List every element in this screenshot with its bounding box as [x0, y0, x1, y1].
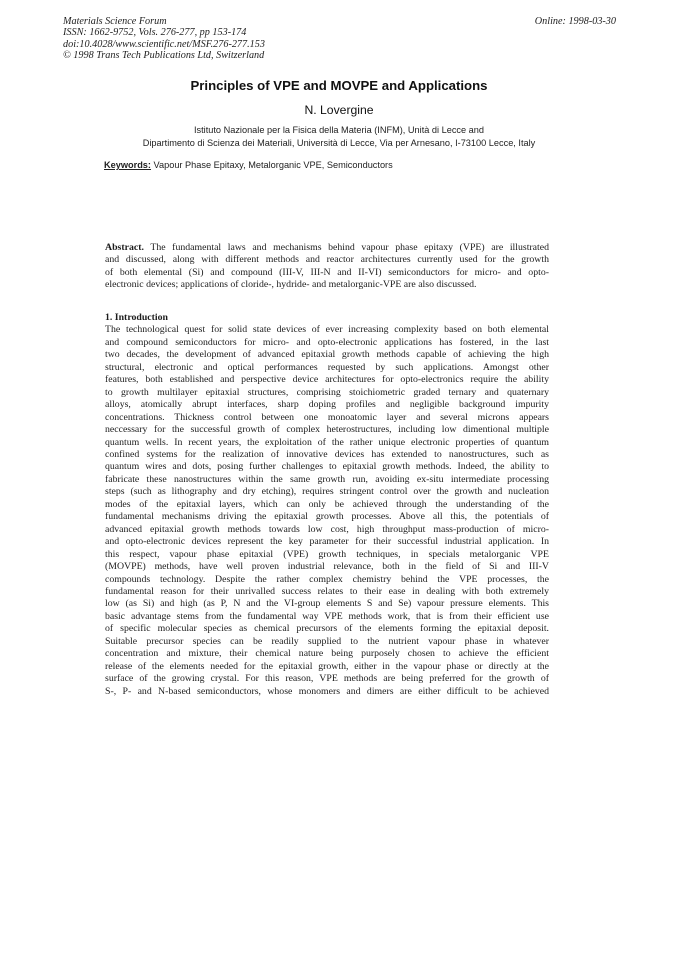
- abstract-line: and discussed, along with different methods and reactor architectures currently used for the growth: [105, 254, 549, 266]
- introduction-section: [105, 312, 549, 698]
- issn-line: ISSN: 1662-9752, Vols. 276-277, pp 153-174: [63, 27, 247, 39]
- body-line: fundamental reason for their unrivalled success relates to their ease in dealing with both extremely: [105, 585, 549, 597]
- body-line: this respect, vapour phase epitaxial (VPE) growth techniques, in specials metalorganic VPE: [105, 548, 549, 560]
- keywords-text: Vapour Phase Epitaxy, Metalorganic VPE, Semiconductors: [153, 160, 393, 170]
- journal-name: Materials Science Forum: [63, 16, 167, 27]
- body-line: quantum wells. In recent years, the exploitation of the rather unique electronic properties of quantum: [105, 436, 549, 448]
- body-line: Suitable precursor species can be readily supplied to the nutrient vapour phase in whatever: [105, 635, 549, 647]
- body-line: (MOVPE) methods, have well proven industrial relevance, both in the field of Si and III-V: [105, 561, 549, 573]
- keywords: [104, 160, 393, 170]
- body-line: confined systems for the realization of innovative devices has extended to nanostructures, such as: [105, 448, 549, 460]
- body-line: concentration and mixture, their chemical nature being purposely chosen to achieve the efficient: [105, 648, 549, 660]
- abstract-line: of both elemental (Si) and compound (III-V, III-N and II-VI) semiconductors for micro- and opto-: [105, 266, 549, 278]
- affiliation-line: Dipartimento di Scienza dei Materiali, Università di Lecce, Via per Arnesano, I-73100 Lecce, Italy: [142, 137, 536, 148]
- body-line: basic advantage stems from the fundamental way VPE methods work, that is from their efficient use: [105, 610, 549, 622]
- keywords-label: Keywords:: [104, 160, 151, 170]
- abstract-line: electronic devices; applications of cloride-, hydride- and metalorganic-VPE are also discussed.: [105, 279, 477, 291]
- abstract: [105, 242, 549, 292]
- copyright-line: © 1998 Trans Tech Publications Ltd, Switzerland: [63, 50, 265, 62]
- body-line: neccessary for the successful growth of complex heterostructures, including low dimentional multiple: [105, 424, 549, 436]
- body-line: S-, P- and N-based semiconductors, whose monomers and dimers are either difficult to be achieved: [105, 685, 549, 697]
- body-line: fundamental mechanisms driving the epitaxial growth processes. Above all this, the potentials of: [105, 511, 549, 523]
- paper-title: Principles of VPE and MOVPE and Applications: [190, 78, 488, 93]
- body-line: two decades, the development of advanced epitaxial growth methods capable of achieving the high: [105, 349, 549, 361]
- body-line: alloys, atomically abrupt interfaces, sharp doping profiles and negligible background impurity: [105, 399, 549, 411]
- abstract-label: Abstract.: [105, 242, 144, 253]
- body-line: modes of the epitaxial layers, which can only be achieved through the understanding of the: [105, 498, 549, 510]
- body-line: fabricate these nanostructures within the same growth run, avoiding ex-situ intermediate processing: [105, 473, 549, 485]
- body-line: The technological quest for solid state devices of ever increasing complexity based on both elemental: [105, 324, 549, 336]
- affiliation-line: Istituto Nazionale per la Fisica della Materia (INFM), Unità di Lecce and: [193, 125, 485, 135]
- affiliation: [0, 124, 678, 149]
- body-line: and opto-electronic devices represent the key parameter for their successful industrial application. In: [105, 536, 549, 548]
- body-line: compounds technology. Despite the rather complex chemistry behind the VPE processes, the: [105, 573, 549, 585]
- body-line: steps (such as lithography and dry etching), requires stringent control over the growth and nucleation: [105, 486, 549, 498]
- body-line: advanced epitaxial growth methods towards low cost, high throughput mass-production of micro-: [105, 523, 549, 535]
- body-line: to growth multilayer epitaxial structures, comprising stoichiometric graded ternary and quaternary: [105, 386, 549, 398]
- body-line: concentrations. Thickness control between one monoatomic layer and several microns appears: [105, 411, 549, 423]
- body-line: structural, electronic and optical performances requested by such applications. Amongst other: [105, 361, 549, 373]
- body-line: of specific molecular species as chemical precursors of the elements forming the epitaxial deposit.: [105, 623, 549, 635]
- introduction-body: [105, 324, 549, 698]
- body-line: release of the elements needed for the epitaxial growth, either in the vapour phase or directly at the: [105, 660, 549, 672]
- body-line: features, both established and perspective device architectures for opto-electronics require the ability: [105, 374, 549, 386]
- journal-header: [63, 16, 265, 62]
- abstract-line: The fundamental laws and mechanisms behind vapour phase epitaxy (VPE) are illustrated: [143, 242, 549, 253]
- body-line: quantum wires and dots, posing further challenges to epitaxial growth methods. Indeed, the ability to: [105, 461, 549, 473]
- author-name: N. Lovergine: [304, 103, 374, 117]
- body-line: low (as Si) and high (as P, N and the VI-group elements S and Se) vapour pressure elements. This: [105, 598, 549, 610]
- section-heading: 1. Introduction: [105, 312, 168, 323]
- body-line: surface of the growing crystal. For this reason, VPE methods are being preferred for the growth of: [105, 673, 549, 685]
- online-date: Online: 1998-03-30: [534, 16, 616, 27]
- body-line: and compound semiconductors for micro- and opto-electronic applications has fostered, in the last: [105, 336, 549, 348]
- doi-line: doi:10.4028/www.scientific.net/MSF.276-277.153: [63, 38, 265, 50]
